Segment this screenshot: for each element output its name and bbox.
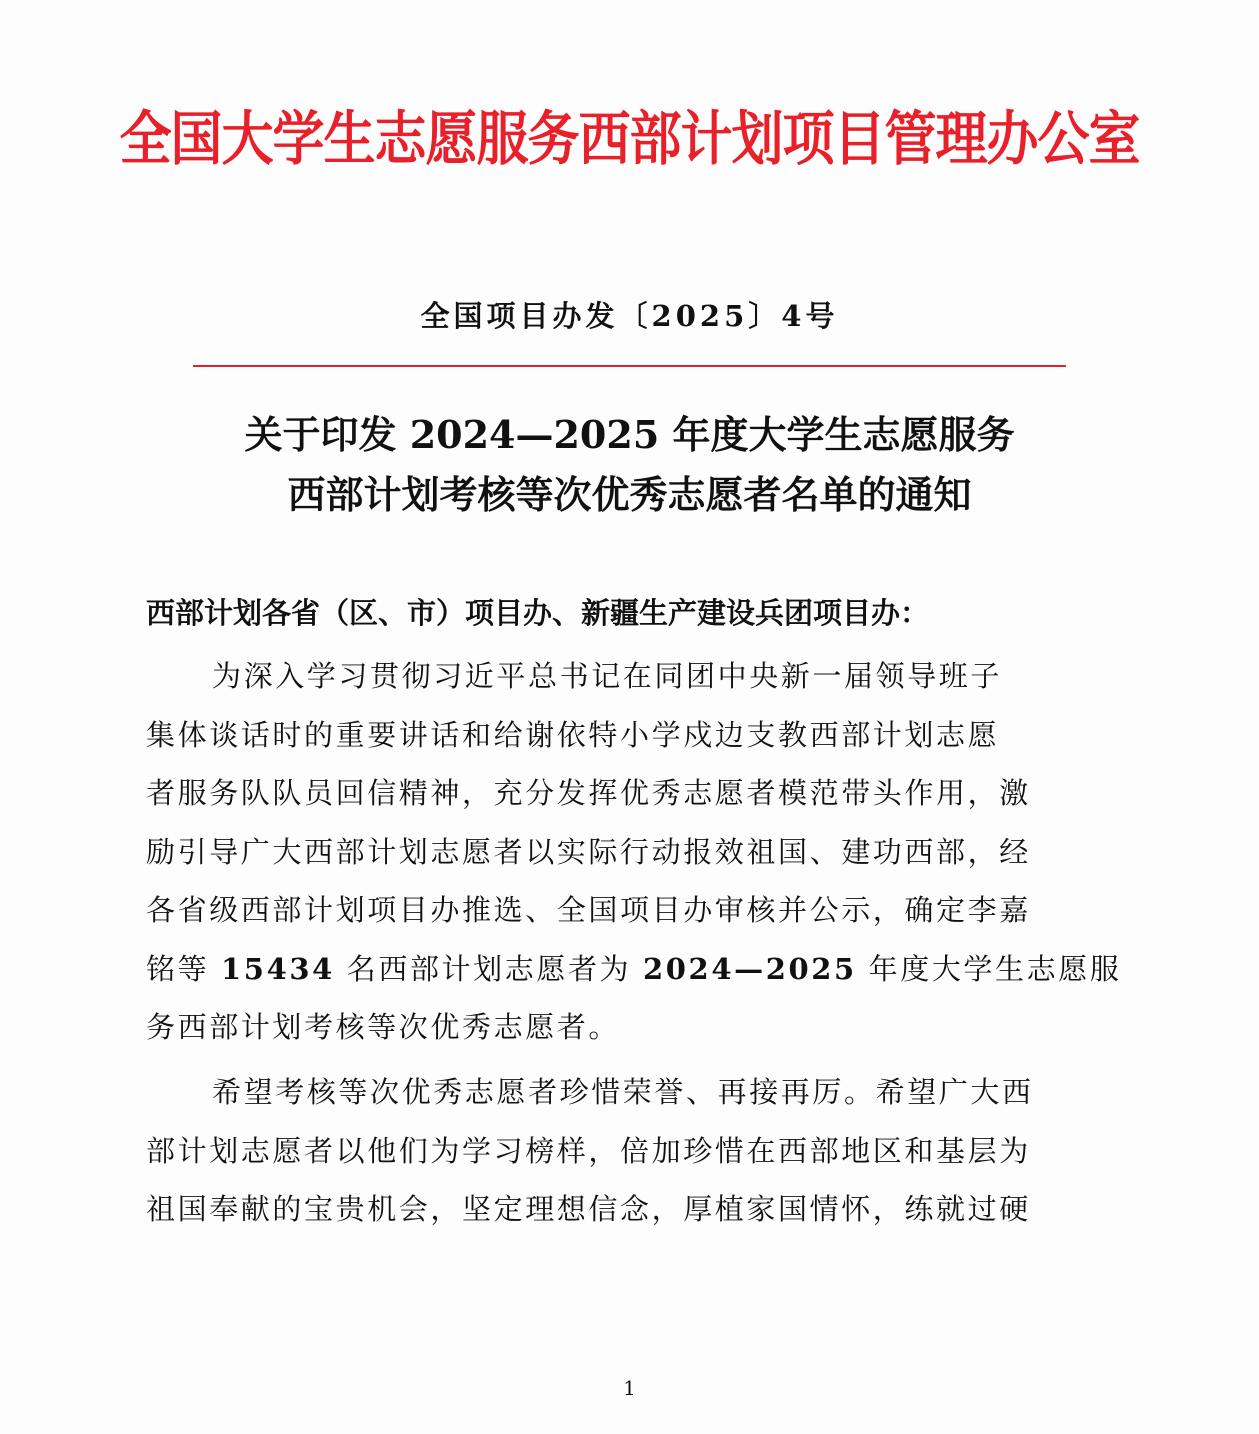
document-title — [0, 405, 1259, 525]
document-number: 全国项目办发〔2025〕4号 — [420, 299, 839, 333]
title-line-1: 关于印发 2024—2025 年度大学生志愿服务 — [244, 412, 1015, 457]
paragraph-line: 部计划志愿者以他们为学习榜样，倍加珍惜在西部地区和基层为 — [146, 1133, 1031, 1168]
salutation: 西部计划各省（区、市）项目办、新疆生产建设兵团项目办： — [146, 596, 930, 630]
text-segment: 年度大学生志愿服 — [856, 951, 1122, 986]
year-range: 2024—2025 — [642, 951, 857, 986]
page-number: 1 — [623, 1376, 636, 1400]
paragraph-2 — [146, 1063, 1096, 1239]
title-line-2: 西部计划考核等次优秀志愿者名单的通知 — [287, 472, 972, 517]
text-segment: 名西部计划志愿者为 — [334, 951, 643, 986]
paragraph-1 — [146, 647, 1122, 1057]
paragraph-line: 为深入学习贯彻习近平总书记在同团中央新一届领导班子 — [212, 659, 1003, 693]
paragraph-line: 各省级西部计划项目办推选、全国项目办审核并公示，确定李嘉 — [146, 893, 1031, 927]
paragraph-line: 励引导广大西部计划志愿者以实际行动报效祖国、建功西部，经 — [146, 834, 1031, 869]
paragraph-line: 祖国奉献的宝贵机会，坚定理想信念，厚植家国情怀，练就过硬 — [146, 1192, 1031, 1226]
volunteer-count: 15434 — [221, 951, 335, 986]
text-segment: 铭等 — [146, 951, 222, 986]
red-separator-rule — [193, 365, 1066, 367]
paragraph-line: 希望考核等次优秀志愿者珍惜荣誉、再接再厉。希望广大西 — [212, 1075, 1034, 1109]
paragraph-line: 者服务队队员回信精神，充分发挥优秀志愿者模范带头作用，激 — [146, 776, 1031, 810]
paragraph-line: 集体谈话时的重要讲话和给谢依特小学戍边支教西部计划志愿 — [146, 717, 1000, 752]
paragraph-line: 务西部计划考核等次优秀志愿者。 — [146, 1010, 621, 1044]
issuing-office-header: 全国大学生志愿服务西部计划项目管理办公室 — [119, 106, 1140, 174]
paragraph-line — [146, 940, 1122, 999]
